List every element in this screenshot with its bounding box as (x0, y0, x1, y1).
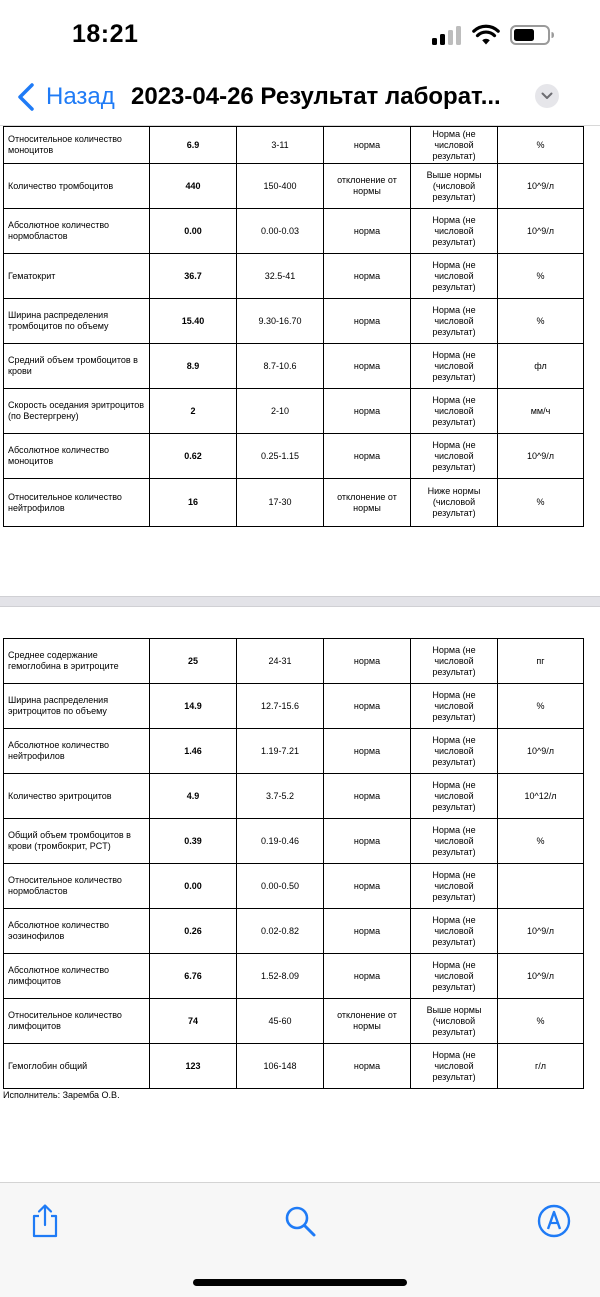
lab-results-table-1 (3, 126, 584, 527)
unit-cell: 10^9/л (498, 954, 584, 999)
test-name-cell: Абсолютное количество нормобластов (4, 209, 150, 254)
status-cell: отклонение от нормы (324, 479, 411, 527)
comment-cell: Норма (не числовой результат) (411, 254, 498, 299)
result-value-cell: 0.00 (150, 209, 237, 254)
status-cell: норма (324, 127, 411, 164)
comment-cell: Норма (не числовой результат) (411, 774, 498, 819)
test-name-cell: Относительное количество нейтрофилов (4, 479, 150, 527)
test-name-cell: Абсолютное количество эозинофилов (4, 909, 150, 954)
test-name-cell: Абсолютное количество лимфоцитов (4, 954, 150, 999)
comment-cell: Норма (не числовой результат) (411, 729, 498, 774)
executor-signature: Исполнитель: Заремба О.В. (3, 1090, 120, 1100)
status-cell: норма (324, 774, 411, 819)
table-row (4, 639, 584, 684)
reference-range-cell: 17-30 (237, 479, 324, 527)
test-name-cell: Общий объем тромбоцитов в крови (тромбокрит, PCT) (4, 819, 150, 864)
unit-cell: % (498, 299, 584, 344)
back-button[interactable] (16, 80, 115, 114)
result-value-cell: 15.40 (150, 299, 237, 344)
page-separator (0, 596, 600, 607)
result-value-cell: 8.9 (150, 344, 237, 389)
wifi-icon (472, 24, 500, 46)
test-name-cell: Скорость оседания эритроцитов (по Вестергрену) (4, 389, 150, 434)
comment-cell: Норма (не числовой результат) (411, 299, 498, 344)
document-page-2[interactable] (0, 607, 600, 1182)
comment-cell: Норма (не числовой результат) (411, 209, 498, 254)
reference-range-cell: 12.7-15.6 (237, 684, 324, 729)
status-cell: норма (324, 299, 411, 344)
unit-cell: 10^9/л (498, 164, 584, 209)
status-cell: норма (324, 729, 411, 774)
test-name-cell: Относительное количество лимфоцитов (4, 999, 150, 1044)
markup-button[interactable] (534, 1201, 574, 1241)
table-row (4, 729, 584, 774)
table-row (4, 999, 584, 1044)
result-value-cell: 1.46 (150, 729, 237, 774)
test-name-cell: Среднее содержание гемоглобина в эритроците (4, 639, 150, 684)
unit-cell: % (498, 684, 584, 729)
test-name-cell: Абсолютное количество моноцитов (4, 434, 150, 479)
reference-range-cell: 106-148 (237, 1044, 324, 1089)
unit-cell: 10^12/л (498, 774, 584, 819)
status-cell: отклонение от нормы (324, 164, 411, 209)
reference-range-cell: 24-31 (237, 639, 324, 684)
status-cell: норма (324, 389, 411, 434)
page-title: 2023-04-26 Результат лаборат... (131, 83, 501, 110)
unit-cell: мм/ч (498, 389, 584, 434)
comment-cell: Норма (не числовой результат) (411, 389, 498, 434)
result-value-cell: 14.9 (150, 684, 237, 729)
test-name-cell: Абсолютное количество нейтрофилов (4, 729, 150, 774)
comment-cell: Выше нормы (числовой результат) (411, 999, 498, 1044)
test-name-cell: Средний объем тромбоцитов в крови (4, 344, 150, 389)
status-cell: норма (324, 819, 411, 864)
chevron-down-icon (541, 92, 553, 100)
share-button[interactable] (25, 1201, 65, 1241)
unit-cell: 10^9/л (498, 729, 584, 774)
test-name-cell: Ширина распределения эритроцитов по объему (4, 684, 150, 729)
reference-range-cell: 0.25-1.15 (237, 434, 324, 479)
chevron-left-icon (16, 82, 36, 112)
reference-range-cell: 9.30-16.70 (237, 299, 324, 344)
result-value-cell: 0.62 (150, 434, 237, 479)
status-cell: норма (324, 639, 411, 684)
unit-cell: 10^9/л (498, 209, 584, 254)
test-name-cell: Гематокрит (4, 254, 150, 299)
result-value-cell: 6.76 (150, 954, 237, 999)
table-row (4, 954, 584, 999)
result-value-cell: 16 (150, 479, 237, 527)
navigation-bar (0, 70, 600, 126)
reference-range-cell: 0.00-0.50 (237, 864, 324, 909)
status-cell: норма (324, 254, 411, 299)
reference-range-cell: 45-60 (237, 999, 324, 1044)
cellular-signal-icon (432, 26, 464, 45)
result-value-cell: 2 (150, 389, 237, 434)
table-row (4, 774, 584, 819)
status-time: 18:21 (72, 20, 139, 48)
table-row (4, 164, 584, 209)
comment-cell: Норма (не числовой результат) (411, 954, 498, 999)
test-name-cell: Количество тромбоцитов (4, 164, 150, 209)
lab-results-table-2 (3, 638, 584, 1089)
status-cell: норма (324, 864, 411, 909)
status-cell: норма (324, 1044, 411, 1089)
table-row (4, 254, 584, 299)
table-row (4, 434, 584, 479)
table-row (4, 684, 584, 729)
unit-cell: % (498, 819, 584, 864)
comment-cell: Норма (не числовой результат) (411, 434, 498, 479)
search-icon (283, 1204, 317, 1238)
status-cell: норма (324, 434, 411, 479)
table-row (4, 479, 584, 527)
result-value-cell: 25 (150, 639, 237, 684)
battery-icon (510, 24, 555, 46)
back-label: Назад (46, 83, 115, 110)
comment-cell: Норма (не числовой результат) (411, 127, 498, 164)
result-value-cell: 0.00 (150, 864, 237, 909)
result-value-cell: 4.9 (150, 774, 237, 819)
comment-cell: Норма (не числовой результат) (411, 1044, 498, 1089)
comment-cell: Выше нормы (числовой результат) (411, 164, 498, 209)
share-icon (30, 1203, 60, 1239)
unit-cell: % (498, 479, 584, 527)
result-value-cell: 123 (150, 1044, 237, 1089)
unit-cell: г/л (498, 1044, 584, 1089)
title-menu-button[interactable] (535, 84, 559, 108)
status-cell: норма (324, 344, 411, 389)
unit-cell: % (498, 999, 584, 1044)
reference-range-cell: 3-11 (237, 127, 324, 164)
reference-range-cell: 8.7-10.6 (237, 344, 324, 389)
status-cell: отклонение от нормы (324, 999, 411, 1044)
table-row (4, 909, 584, 954)
unit-cell: 10^9/л (498, 434, 584, 479)
reference-range-cell: 3.7-5.2 (237, 774, 324, 819)
test-name-cell: Ширина распределения тромбоцитов по объему (4, 299, 150, 344)
test-name-cell: Относительное количество нормобластов (4, 864, 150, 909)
reference-range-cell: 0.00-0.03 (237, 209, 324, 254)
table-row (4, 389, 584, 434)
unit-cell: % (498, 127, 584, 164)
table-row (4, 344, 584, 389)
status-bar (0, 0, 600, 70)
table-row (4, 209, 584, 254)
result-value-cell: 0.26 (150, 909, 237, 954)
comment-cell: Ниже нормы (числовой результат) (411, 479, 498, 527)
result-value-cell: 440 (150, 164, 237, 209)
unit-cell: фл (498, 344, 584, 389)
document-page-1[interactable] (0, 126, 600, 596)
reference-range-cell: 150-400 (237, 164, 324, 209)
reference-range-cell: 32.5-41 (237, 254, 324, 299)
result-value-cell: 0.39 (150, 819, 237, 864)
unit-cell: % (498, 254, 584, 299)
comment-cell: Норма (не числовой результат) (411, 819, 498, 864)
reference-range-cell: 2-10 (237, 389, 324, 434)
markup-pen-icon (537, 1204, 571, 1238)
test-name-cell: Гемоглобин общий (4, 1044, 150, 1089)
unit-cell: пг (498, 639, 584, 684)
status-cell: норма (324, 954, 411, 999)
search-button[interactable] (280, 1201, 320, 1241)
reference-range-cell: 0.19-0.46 (237, 819, 324, 864)
reference-range-cell: 0.02-0.82 (237, 909, 324, 954)
comment-cell: Норма (не числовой результат) (411, 639, 498, 684)
unit-cell (498, 864, 584, 909)
comment-cell: Норма (не числовой результат) (411, 344, 498, 389)
reference-range-cell: 1.52-8.09 (237, 954, 324, 999)
table-row (4, 864, 584, 909)
comment-cell: Норма (не числовой результат) (411, 684, 498, 729)
unit-cell: 10^9/л (498, 909, 584, 954)
status-cell: норма (324, 684, 411, 729)
test-name-cell: Количество эритроцитов (4, 774, 150, 819)
home-indicator[interactable] (193, 1279, 407, 1286)
table-row (4, 299, 584, 344)
test-name-cell: Относительное количество моноцитов (4, 127, 150, 164)
comment-cell: Норма (не числовой результат) (411, 864, 498, 909)
comment-cell: Норма (не числовой результат) (411, 909, 498, 954)
result-value-cell: 6.9 (150, 127, 237, 164)
reference-range-cell: 1.19-7.21 (237, 729, 324, 774)
status-cell: норма (324, 909, 411, 954)
status-cell: норма (324, 209, 411, 254)
table-row (4, 127, 584, 164)
result-value-cell: 36.7 (150, 254, 237, 299)
table-row (4, 1044, 584, 1089)
result-value-cell: 74 (150, 999, 237, 1044)
table-row (4, 819, 584, 864)
